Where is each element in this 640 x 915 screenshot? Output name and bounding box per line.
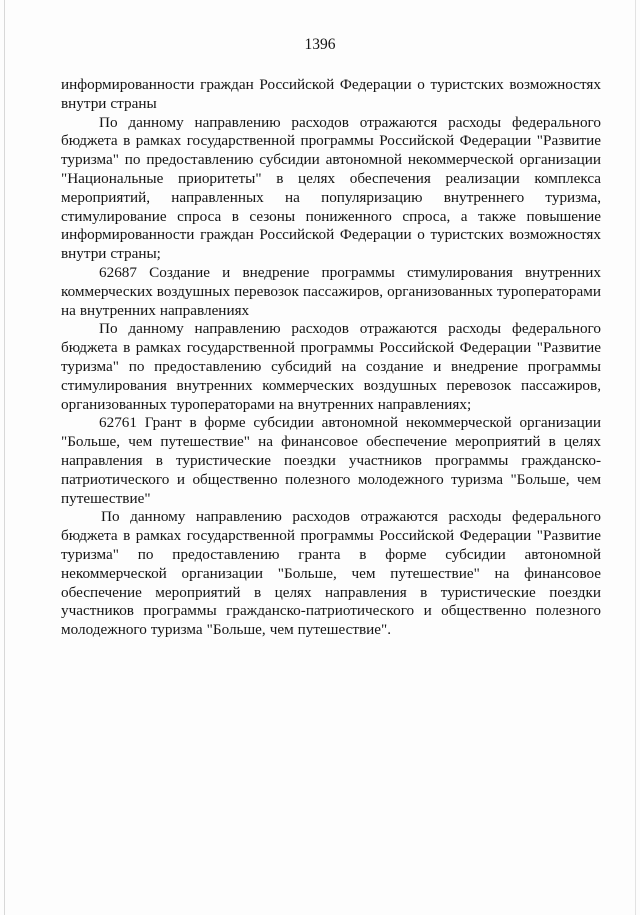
- paragraph-code-heading: 62687 Создание и внедрение программы стимулирования внутренних коммерческих воздушных перевозок пассажиров, организованных туроператорами на внутренних направлениях: [61, 263, 601, 319]
- paragraph-continuation: информированности граждан Российской Федерации о туристских возможностях внутри страны: [61, 76, 601, 112]
- paragraph-description: По данному направлению расходов отражаются расходы федерального бюджета в рамках государственной программы Российской Федерации "Развитие туризма" по предоставлению субсидии автономной некоммерческой организации "Национальные приоритеты" в целях обеспечения реализации комплекса мероприятий, направленных на популяризацию внутреннего туризма, стимулирование спроса в сезоны пониженного спроса, а также повышение информированности граждан Российской Федерации о туристских возможностях внутри страны;: [61, 113, 601, 263]
- paragraph-description: По данному направлению расходов отражаются расходы федерального бюджета в рамках государственной программы Российской Федерации "Развитие туризма" по предоставлению гранта в форме субсидии автономной некоммерческой организации "Больше, чем путешествие" на финансовое обеспечение мероприятий в целях направления в туристические поездки участников программы гражданско-патриотического и общественно полезного молодежного туризма "Больше, чем путешествие".: [61, 508, 601, 639]
- page-number: 1396: [304, 36, 336, 53]
- paragraph-code-heading: 62761 Грант в форме субсидии автономной некоммерческой организации "Больше, чем путешествие" на финансовое обеспечение мероприятий в целях направления в туристические поездки участников программы гражданско-патриотического и общественно полезного молодежного туризма "Больше, чем путешествие": [61, 414, 601, 507]
- document-body: [61, 76, 601, 640]
- scan-edge-right: [635, 0, 636, 915]
- paragraph-description: По данному направлению расходов отражаются расходы федерального бюджета в рамках государственной программы Российской Федерации "Развитие туризма" по предоставлению субсидий на создание и внедрение программы стимулирования внутренних коммерческих воздушных перевозок пассажиров, организованных туроператорами на внутренних направлениях;: [61, 320, 601, 413]
- scan-edge-left: [4, 0, 5, 915]
